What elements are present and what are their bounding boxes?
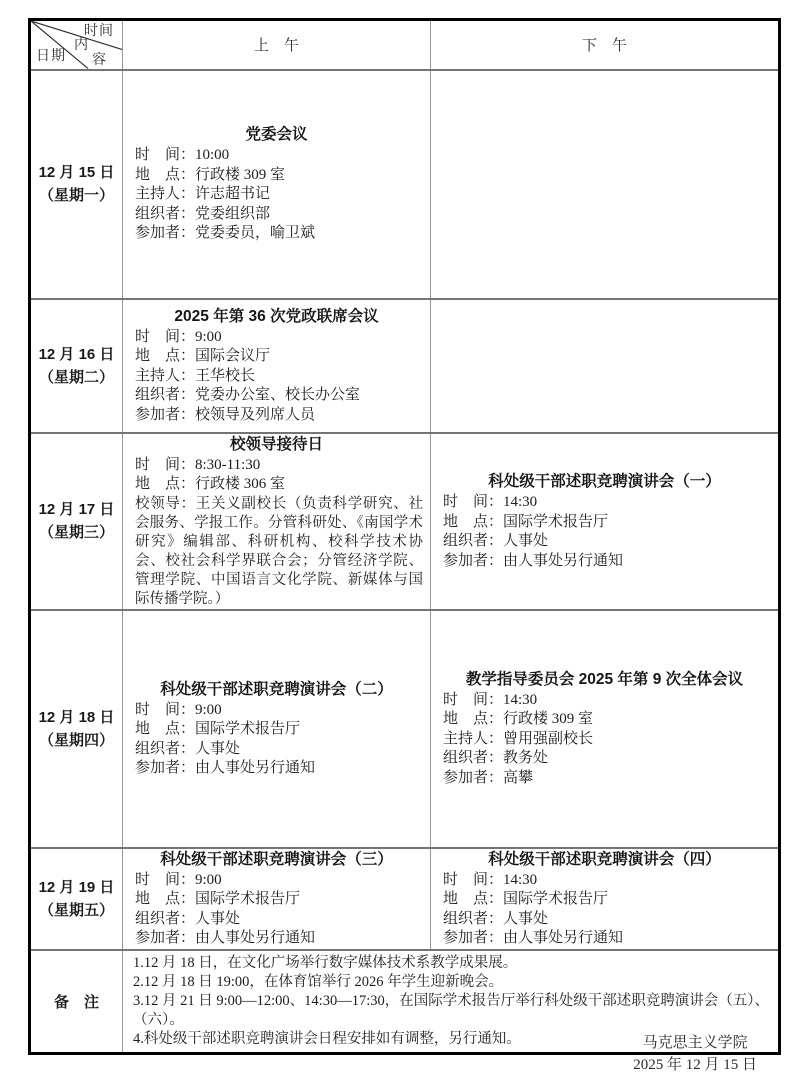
schedule-row-thu [30, 610, 780, 848]
schedule-table [28, 18, 781, 1055]
event-title: 党委会议 [245, 126, 308, 144]
event-paragraph: 校领导：王关义副校长（负责科学研究、社会服务、学报工作。分管科研处、《南国学术研究》编辑部、科研机构、校科学技术协会、校社会科学界联合会；分管经济学院、管理学院、中国语言文化学院、新媒体与国际传播学院。） [135, 495, 423, 607]
event-line: 时 间：9:00 [135, 328, 222, 345]
event [431, 471, 778, 571]
event-line: 时 间：14:30 [443, 494, 538, 510]
event [431, 849, 778, 949]
schedule-row-wed [30, 433, 780, 610]
event-line: 地 点：行政楼 309 室 [443, 711, 594, 728]
event-line: 地 点：国际会议厅 [135, 348, 271, 365]
column-header-afternoon: 下 午 [431, 20, 780, 70]
weekday-text: （星期二） [38, 368, 114, 386]
event-line: 主持人：王华校长 [135, 367, 256, 384]
date-cell [30, 610, 123, 848]
event-line: 主持人：许志超书记 [135, 186, 271, 203]
event-title: 2025 年第 36 次党政联席会议 [174, 307, 379, 325]
date-text: 12 月 15 日 [38, 164, 115, 181]
afternoon-cell [431, 848, 780, 950]
event-line: 参加者：由人事处另行通知 [135, 760, 316, 776]
date-cell [30, 299, 123, 433]
event-title: 校领导接待日 [229, 435, 323, 453]
morning-cell [123, 610, 431, 848]
schedule-row-fri [30, 848, 780, 950]
event [123, 306, 430, 426]
schedule-row-mon [30, 70, 780, 299]
corner-time-label: 时间 [84, 24, 114, 39]
event-line: 时 间：9:00 [135, 701, 222, 718]
event-line: 组织者：党委办公室、校长办公室 [135, 387, 361, 404]
header-row [30, 20, 780, 70]
weekday-text: （星期四） [38, 731, 114, 749]
schedule-row-tue [30, 299, 780, 433]
event-line: 时 间：8:30-11:30 [135, 456, 261, 473]
event-line: 参加者：党委委员，喻卫斌 [135, 225, 316, 242]
note-item: 4.科处级干部述职竞聘演讲会日程安排如有调整，另行通知。 [133, 1030, 521, 1047]
event-line: 地 点：国际学术报告厅 [135, 891, 301, 907]
event-line: 时 间：10:00 [135, 147, 230, 164]
note-item: 2.12 月 18 日 19:00，在体育馆举行 2026 年学生迎新晚会。 [133, 973, 504, 990]
event-line: 地 点：行政楼 309 室 [135, 166, 286, 183]
corner-date-label: 日期 [36, 48, 66, 64]
date-text: 12 月 18 日 [38, 708, 115, 726]
event-line: 参加者：由人事处另行通知 [135, 930, 316, 946]
weekday-text: （星期三） [38, 524, 114, 541]
event [123, 434, 430, 609]
date-cell [30, 70, 123, 299]
footer-signature [633, 1032, 757, 1076]
column-header-morning: 上 午 [123, 20, 431, 70]
morning-cell [123, 848, 431, 950]
weekday-text: （星期一） [38, 187, 114, 204]
footer-org: 马克思主义学院 [642, 1035, 748, 1051]
event-line: 地 点：国际学术报告厅 [443, 513, 609, 530]
corner-content-label-2: 容 [92, 53, 107, 68]
morning-cell [123, 70, 431, 299]
event-line: 参加者：校领导及列席人员 [135, 406, 316, 423]
event-line: 组织者：人事处 [135, 740, 241, 757]
event-line: 地 点：国际学术报告厅 [135, 721, 301, 737]
event-line: 参加者：由人事处另行通知 [443, 552, 624, 569]
event-line: 时 间：14:30 [443, 691, 538, 708]
event-line: 时 间：14:30 [443, 871, 538, 888]
event-line: 主持人：曾用强副校长 [443, 730, 594, 747]
event-line: 地 点：行政楼 306 室 [135, 476, 286, 492]
date-cell [30, 848, 123, 950]
notes-label: 备 注 [30, 950, 123, 1054]
event-line: 组织者：人事处 [443, 910, 549, 927]
footer-date: 2025 年 12 月 15 日 [633, 1057, 757, 1073]
event [123, 124, 430, 244]
date-text: 12 月 16 日 [38, 345, 115, 363]
corner-content-label-1: 内 [74, 38, 89, 53]
morning-cell [123, 299, 431, 433]
event-line: 组织者：教务处 [443, 750, 549, 767]
event-line: 时 间：9:00 [135, 871, 222, 888]
event-title: 科处级干部述职竞聘演讲会（四） [488, 850, 721, 868]
event-title: 科处级干部述职竞聘演讲会（二） [160, 680, 393, 698]
event-title: 科处级干部述职竞聘演讲会（一） [488, 473, 721, 490]
event-title: 教学指导委员会 2025 年第 9 次全体会议 [465, 670, 744, 688]
date-text: 12 月 17 日 [38, 501, 115, 518]
morning-cell [123, 433, 431, 610]
event-title: 科处级干部述职竞聘演讲会（三） [160, 850, 393, 868]
event-line: 组织者：人事处 [443, 533, 549, 549]
event-line: 组织者：人事处 [135, 910, 241, 927]
weekday-text: （星期五） [38, 901, 114, 919]
afternoon-cell [431, 610, 780, 848]
note-item: 3.12 月 21 日 9:00—12:00、14:30—17:30，在国际学术报告厅举行科处级干部述职竞聘演讲会（五）、（六）。 [133, 992, 769, 1028]
event [431, 669, 778, 789]
event [123, 849, 430, 949]
event-line: 参加者：由人事处另行通知 [443, 930, 624, 946]
note-item: 1.12 月 18 日，在文化广场举行数字媒体技术系教学成果展。 [133, 954, 518, 971]
date-cell [30, 433, 123, 610]
afternoon-cell-empty [431, 70, 780, 299]
event [123, 679, 430, 779]
event-line: 参加者：高攀 [443, 769, 534, 786]
event-line: 地 点：国际学术报告厅 [443, 891, 609, 907]
event-line: 组织者：党委组织部 [135, 205, 271, 222]
date-text: 12 月 19 日 [38, 878, 115, 896]
afternoon-cell-empty [431, 299, 780, 433]
afternoon-cell [431, 433, 780, 610]
header-corner-cell [30, 20, 123, 70]
